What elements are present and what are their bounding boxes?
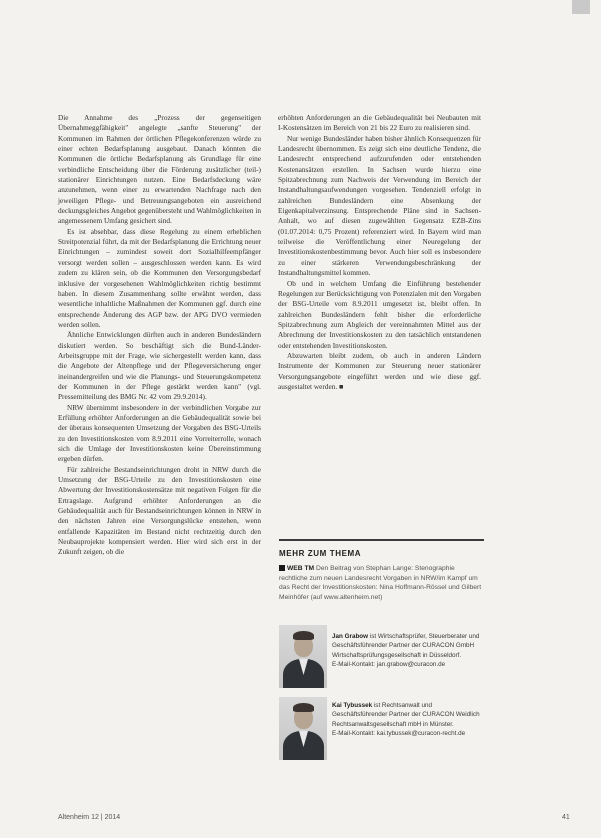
author-photo (279, 625, 327, 688)
more-title: MEHR ZUM THEMA (279, 549, 362, 558)
paragraph: Es ist absehbar, dass diese Regelung zu einem erheblichen Streitpotenzial führt, da mit der Bedarfsplanung die Errichtung neuer Einrichtungen – zumindest soweit dort Sozialhilfeempfänger versorgt werden sollen – ausgeschlossen werden kann. Es wird zudem zu klären sein, ob die Kommunen den Versorgungsbedarf inklusive der vorgesehenen Wahlmöglichkeiten richtig bestimmt haben. In diesem Zusammenhang sollte erwähnt werden, dass wesentliche inhaltliche Maßnahmen der Kommunen ggf. durch eine entsprechende Änderung des AGP bzw. der APG DVO vermieden werden sollen. (58, 226, 261, 329)
article-column-right (278, 113, 481, 392)
author-description: ist Wirtschaftsprüfer, Steuerberater und Geschäftsführender Partner der CURACON GmbH Wirtschaftsprüfungsgesellschaft in Düsseldorf. (332, 633, 480, 659)
more-on-topic-box (279, 539, 484, 603)
web-square-icon (279, 565, 285, 571)
paragraph: Ob und in welchem Umfang die Einführung bestehender Regelungen zur Berücksichtigung von Potenzialen mit den Vorgaben der BSG-Urteile vom 8.9.2011 umgesetzt ist, bleibt offen. In zahlreichen Bundesländern fehlt bisher die erforderliche Spitzabrechnung zum Abgleich der vereinnahmten Mittel aus der Abrechnung der Investitionskosten zu den tatsächlich entstandenen oder entstehenden Investitionskosten. (278, 278, 481, 350)
author-bio (332, 701, 484, 738)
author-email[interactable]: E-Mail-Kontakt: jan.grabow@curacon.de (332, 660, 446, 668)
author-bio (332, 632, 484, 669)
author-email[interactable]: E-Mail-Kontakt: kai.tybussek@curacon-recht.de (332, 729, 466, 737)
page-tab-marker (572, 0, 590, 14)
web-tag: WEB TM (287, 565, 315, 572)
paragraph: Für zahlreiche Bestandseinrichtungen droht in NRW durch die Umsetzung der BSG-Urteile zu den Investitionskosten eine Abwertung der Investitionskostensätze mit negativen Folgen für die Ertragslage. Aufgrund erhöhter Anforderungen an die Gebäudequalität auch für Bestandseinrichtungen können in NRW in den nächsten Jahren eine Versorgungslücke entstehen, wenn entfallende Kapazitäten im Bestand nicht rechtzeitig durch den Neubauprojekte kompensiert werden. Hier wird sich erst in der Zukunft zeigen, ob die (58, 464, 261, 557)
author-description: ist Rechtsanwalt und Geschäftsführender Partner der CURACON Weidlich Rechtsanwaltsgesellschaft mbH in Münster. (332, 702, 480, 728)
paragraph: erhöhten Anforderungen an die Gebäudequalität bei Neubauten mit I-Kostensätzen im Bereich von 21 bis 22 Euro zu realisieren sind. (278, 113, 481, 133)
paragraph: Nur wenige Bundesländer haben bisher ähnlich Konsequenzen für Landesrecht übernommen. Es zeigt sich eine deutliche Tendenz, die Landesrecht entsprechend aufzurufenden oder entstehenden Kostenansätzen erstellen. In Sachsen wurde hierzu eine Spitzabrechnung zum Nachweis der Verwendung im Bereich der Instandhaltungsaufwendungen vorgesehen. Tendenziell erfolgt in zahlreichen Bundesländern eine Absenkung der Eigenkapitalverzinsung. Entsprechende Pläne sind in Sachsen-Anhalt, wo auf diesen zugewählten Gegensatz EZB-Zins (01.07.2014: 0,75 Prozent) referenziert wird. In Bayern wird man teilweise die Veröffentlichung einer Neuregelung der Investitionskostenbestimmung bevor. Auch hier soll es insbesondere zu einer stärkeren Verwendungsbeschränkung der Instandhaltungsmittel kommen. (278, 133, 481, 278)
paragraph: Die Annahme des „Prozess der gegenseitigen Übernahmeggfähigkeit" angelegte „sanfte Steuerung" der Kommunen im Rahmen der örtlichen Pflegekonferenzen würde zu einer echten Bedarfsplanung ausgebaut. Danach könnten die Kommunen die örtliche Bedarfsplanung als Grundlage für eine verbindliche Entscheidung über die Förderung zusätzlicher (teil-) stationärer Einrichtungen nutzen. Eine Bedarfsdeckung wäre anzunehmen, wenn einer zu erwartenden Nachfrage nach den jeweiligen Pflege- und Betreuungsangeboten ein ausreichend deckungsgleiches Angebot gegenübersteht und Wahlmöglichkeiten in angemessenem Umfang gesichert sind. (58, 113, 261, 226)
author-photo (279, 697, 327, 760)
article-column-left (58, 113, 261, 558)
footer-publication: Altenheim 12 | 2014 (58, 814, 121, 821)
web-tip-text: Den Beitrag von Stephan Lange: Stenographie rechtliche zum neuen Landesrecht Vorgaben in NRW/im Kampf um das Recht der Investitionskosten: Nina Hoffmann-Rössel und Gilbert Meinhöfer (auf www.altenheim.net) (279, 565, 482, 602)
web-tip (279, 564, 484, 603)
paragraph: Ähnliche Entwicklungen dürften auch in anderen Bundesländern diskutiert werden. So beschäftigt sich die Bund-Länder-Arbeitsgruppe mit der Frage, wie sichergestellt werden kann, dass die Angebote der Altenpflege und der Pflegeversicherung enger ineinandergreifen und wie die Planungs- und Steuerungskompetenz der Kommunen in der Pflege gestärkt werden kann" (vgl. Pressemitteilung des BMG Nr. 42 vom 29.9.2014). (58, 330, 261, 402)
paragraph: Abzuwarten bleibt zudem, ob auch in anderen Ländern Instrumente der Kommunen zur Steuerung neuer stationärer Versorgungsangebote eingeführt werden und wie diese ggf. ausgestaltet werden. ■ (278, 350, 481, 391)
page-number: 41 (562, 814, 570, 821)
paragraph: NRW übernimmt insbesondere in der verbindlichen Vorgabe zur Erfüllung erhöhter Anforderungen an die Gebäudequalität sowie bei der überaus konsequenten Umsetzung der Vorgaben des BSG-Urteils zu den Investitionskosten vom 8.9.2011 eine Vorreiterrolle, wonach sich die Umlage der Investitionskosten keine Übereinstimmung ergeben dürfen. (58, 402, 261, 464)
author-name: Jan Grabow (332, 633, 369, 640)
section-divider (279, 539, 484, 541)
author-name: Kai Tybussek (332, 702, 373, 709)
